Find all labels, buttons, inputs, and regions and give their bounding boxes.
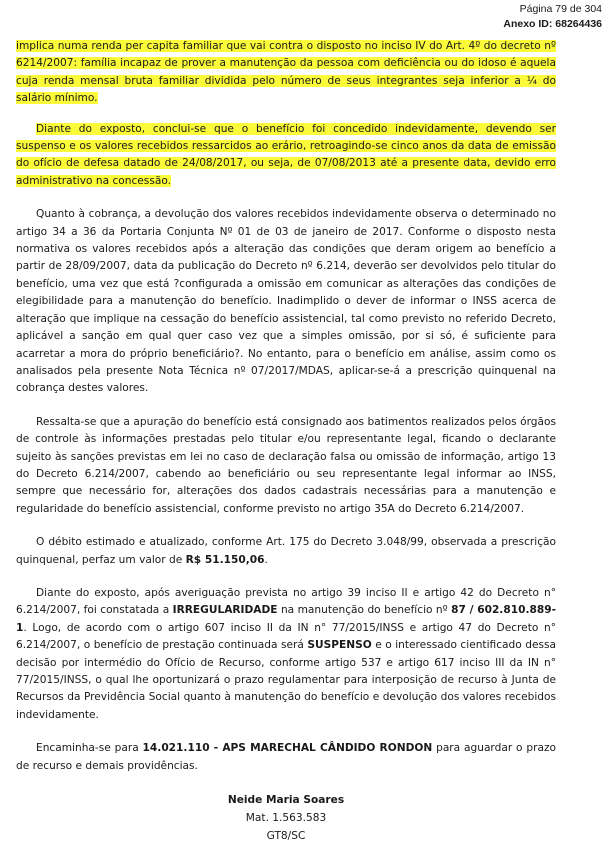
signer-name: Neide Maria Soares xyxy=(227,794,345,807)
suspended-label: SUSPENSO xyxy=(307,639,372,652)
signer-unit: GT8/SC xyxy=(266,830,306,843)
paragraph-cobranca: Quanto à cobrança, a devolução dos valores recebidos indevidamente observa o determinado no artigo 34 a 36 da Portaria Conjunta Nº 01 de 03 de janeiro de 2017. Conforme o disposto nesta normativa os valores recebidos após a alteração das condições que deram origem ao benefício a partir de 28/09/2007, data da publicação do Decreto nº 6.214, deverão ser devolvidos pelo titular do benefício, uma vez que está ?configurada a omissão em comunicar as alterações das condições de elegibilidade para a manutenção do benefício. Inadimplido o dever de informar o INSS acerca de alteração que implique na cessação do benefício assistencial, tal como previsto no referido Decreto, aplicável a sanção em qual quer caso vez que a simples omissão, por si só, é suficiente para acarretar a mora do próprio beneficiário?. No entanto, para o benefício em análise, assim como os analisados pela presente Nota Técnica nº 07/2017/MDAS, aplicar-se-á a prescrição quinquenal na cobrança destes valores. xyxy=(16,208,556,395)
page-header xyxy=(503,2,602,32)
irregularity-label: IRREGULARIDADE xyxy=(172,604,278,617)
debt-amount: R$ 51.150,06 xyxy=(185,553,265,566)
signature-block xyxy=(16,791,556,845)
paragraph-conclusao: Diante do exposto, conclui-se que o benefício foi concedido indevidamente, devendo ser suspenso e os valores recebidos ressarcidos ao erário, retroagindo-se cinco anos da data de emissão do ofício de defesa datado de 24/08/2017, ou seja, de 07/08/2013 até a presente data, devido erro administrativo na concessão. xyxy=(16,122,556,187)
benefit-number: 87 / 602.810.889-1 xyxy=(16,604,556,634)
annex-id: Anexo ID: 68264436 xyxy=(503,18,602,30)
paragraph-renda: implica numa renda per capita familiar que vai contra o disposto no inciso IV do Art. 4º do decreto nº 6214/2007: família incapaz de prover a manutenção da pessoa com deficiência ou do idoso é aquela cuja renda mensal bruta familiar dividida pelo número de seus integrantes seja inferior a ¼ do salário mínimo. xyxy=(16,40,556,105)
page-number: Página 79 de 304 xyxy=(519,3,602,15)
signer-registration: Mat. 1.563.583 xyxy=(245,812,327,825)
paragraph-irregularidade: Diante do exposto, após averiguação prevista no artigo 39 inciso II e artigo 42 do Decreto n° 6.214/2007, foi constatada a IRREGULARIDADE na manutenção do benefício nº 87 / 602.810.889-1. Logo, de acordo com o artigo 607 inciso II da IN n° 77/2015/INSS e artigo 47 do Decreto n° 6.214/2007, o benefício de prestação continuada será SUSPENSO e o interessado cientificado dessa decisão por intermédio do Ofício de Recurso, conforme artigo 537 e artigo 617 inciso III da IN n° 77/2015/INSS, o qual lhe oportunizará o prazo regulamentar para interposição de recurso à Junta de Recursos da Previdência Social quanto à manutenção do benefício e devolução dos valores recebidos indevidamente. xyxy=(16,586,557,721)
document-body xyxy=(16,38,556,845)
aps-name: 14.021.110 - APS MARECHAL CÂNDIDO RONDON xyxy=(142,742,433,755)
paragraph-apuracao: Ressalta-se que a apuração do benefício está consignado aos batimentos realizados pelos órgãos de controle às informações prestadas pelo titular e/ou representante legal, ficando o declarante sujeito às sanções previstas em lei no caso de declaração falsa ou omissão de informação, artigo 13 do Decreto 6.214/2007, cabendo ao beneficiário ou seu representante legal informar ao INSS, sempre que necessário for, alterações dos dados cadastrais necessárias para a manutenção e regularidade do benefício assistencial, conforme previsto no artigo 35A do Decreto 6.214/2007. xyxy=(16,415,556,515)
paragraph-encaminhamento: Encaminha-se para 14.021.110 - APS MARECHAL CÂNDIDO RONDON para aguardar o prazo de recurso e demais providências. xyxy=(16,742,556,772)
paragraph-debito: O débito estimado e atualizado, conforme Art. 175 do Decreto 3.048/99, observada a prescrição quinquenal, perfaz um valor de R$ 51.150,06. xyxy=(16,536,556,566)
